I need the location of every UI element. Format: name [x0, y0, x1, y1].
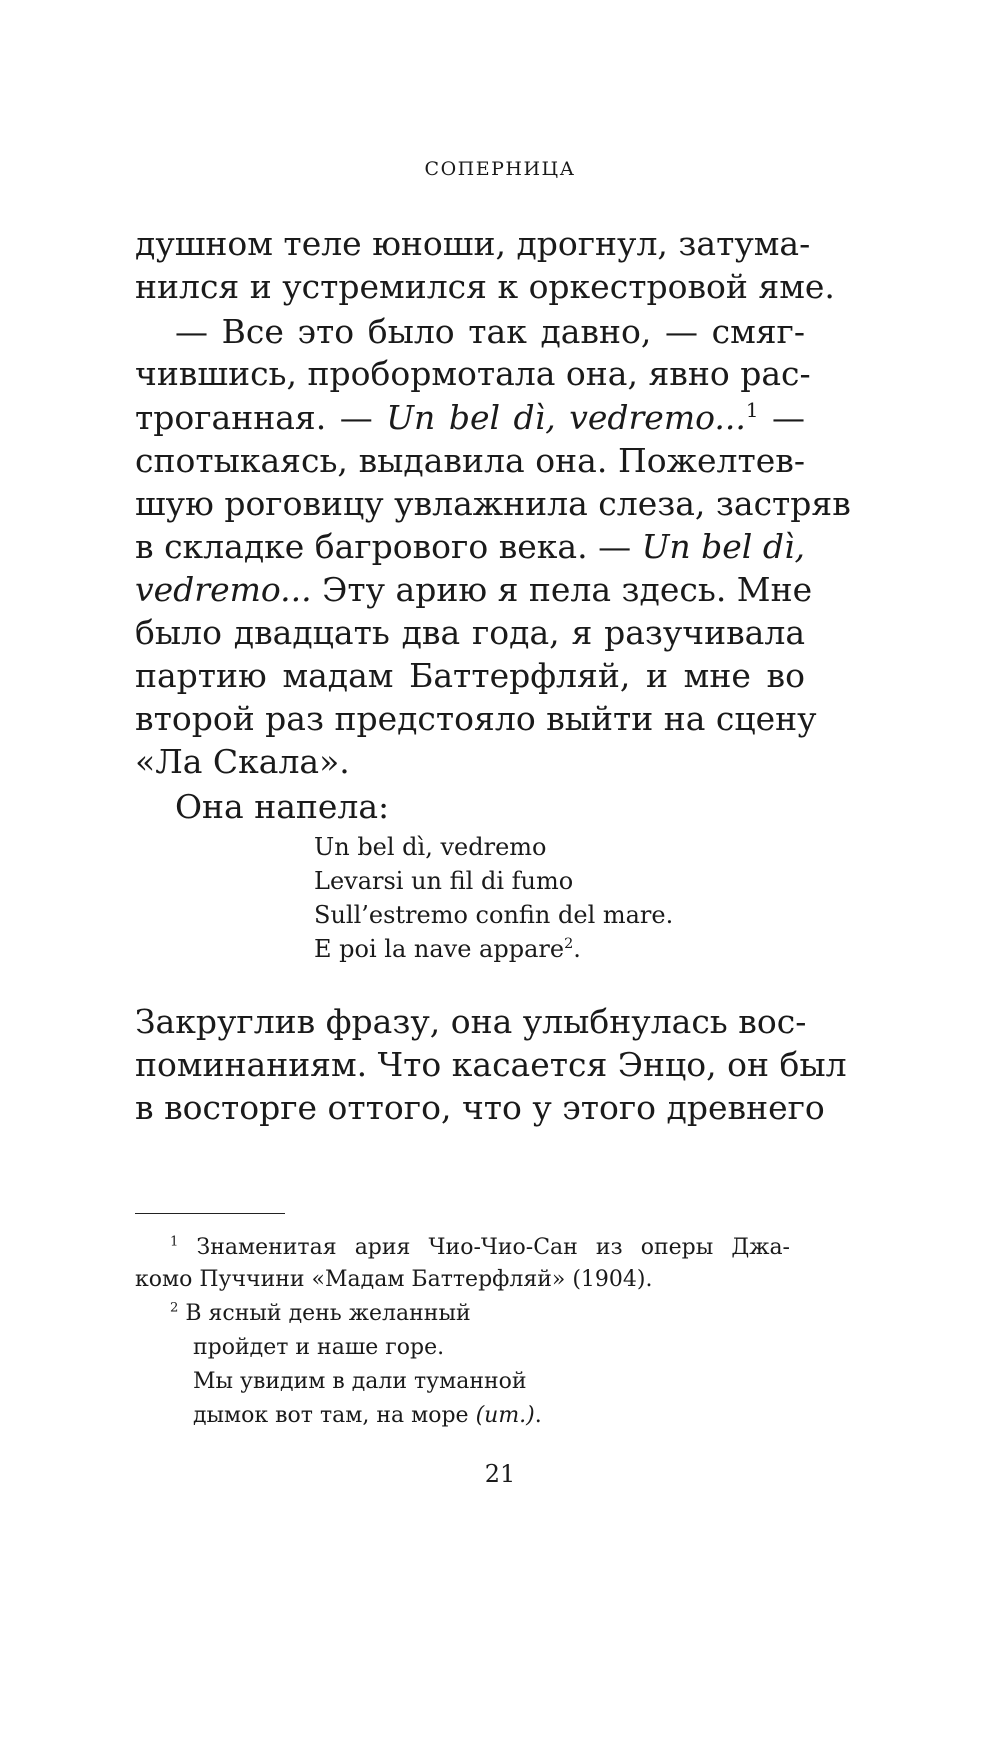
footnote-1: $^1$ Знаменитая ария Чио-Чио-Сан из оперы Джа- [170, 1234, 790, 1260]
footnote-2-line: дымок вот там, на море (ит.). [193, 1403, 542, 1428]
footnote-separator [135, 1213, 285, 1214]
body-line: партию мадам Баттерфляй, и мне во [135, 656, 805, 695]
page-number: 21 [484, 1460, 516, 1488]
running-header: СОПЕРНИЦА [424, 158, 576, 180]
body-line: в восторге оттого, что у этого древнего [135, 1088, 825, 1127]
verse-line: Sull’estremo confin del mare. [314, 901, 674, 929]
body-line: Закруглив фразу, она улыбнулась вос- [135, 1002, 807, 1041]
footnote-2-line: пройдет и наше горе. [193, 1335, 445, 1360]
verse-line: Un bel dì, vedremo [314, 833, 547, 861]
body-line: спотыкаясь, выдавила она. Пожелтев- [135, 441, 805, 480]
footnote-ref: 2 [564, 936, 574, 952]
language-abbrev: (ит.) [475, 1403, 535, 1428]
verse-line: E poi la nave appare$^2$. [314, 935, 581, 963]
body-line: Она напела: [175, 787, 390, 826]
body-line: чившись, пробормотала она, явно рас- [135, 354, 811, 393]
italic-quote: Un bel dì, vedremo... [386, 398, 746, 437]
footnote-2: $^2$ В ясный день желанный [170, 1300, 471, 1326]
body-line: vedremo... Эту арию я пела здесь. Мне [135, 570, 813, 609]
body-line: нился и устремился к оркестровой яме. [135, 267, 835, 306]
footnote-2-line: Мы увидим в дали туманной [193, 1369, 527, 1394]
body-line: поминаниям. Что касается Энцо, он был [135, 1045, 847, 1084]
body-line: душном теле юноши, дрогнул, затума- [135, 224, 811, 263]
body-line: «Ла Скала». [135, 742, 350, 781]
body-line: троганная. — Un bel dì, vedremo...$^1$ — [135, 398, 806, 437]
body-line: было двадцать два года, я разучивала [135, 613, 805, 652]
body-line: шую роговицу увлажнила слеза, застряв [135, 484, 851, 523]
body-line: в складке багрового века. — Un bel dì, [135, 527, 805, 566]
body-line: — Все это было так давно, — смяг- [175, 312, 805, 351]
footnote-1-line: комо Пуччини «Мадам Баттерфляй» (1904). [135, 1267, 653, 1292]
italic-quote: Un bel dì, [641, 527, 805, 566]
verse-line: Levarsi un fil di fumo [314, 867, 574, 895]
italic-quote: vedremo... [135, 570, 312, 609]
body-line: второй раз предстояло выйти на сцену [135, 699, 817, 738]
footnote-marker: 2 [170, 1300, 179, 1316]
footnote-marker: 1 [170, 1234, 179, 1250]
footnote-ref: 1 [745, 399, 759, 422]
